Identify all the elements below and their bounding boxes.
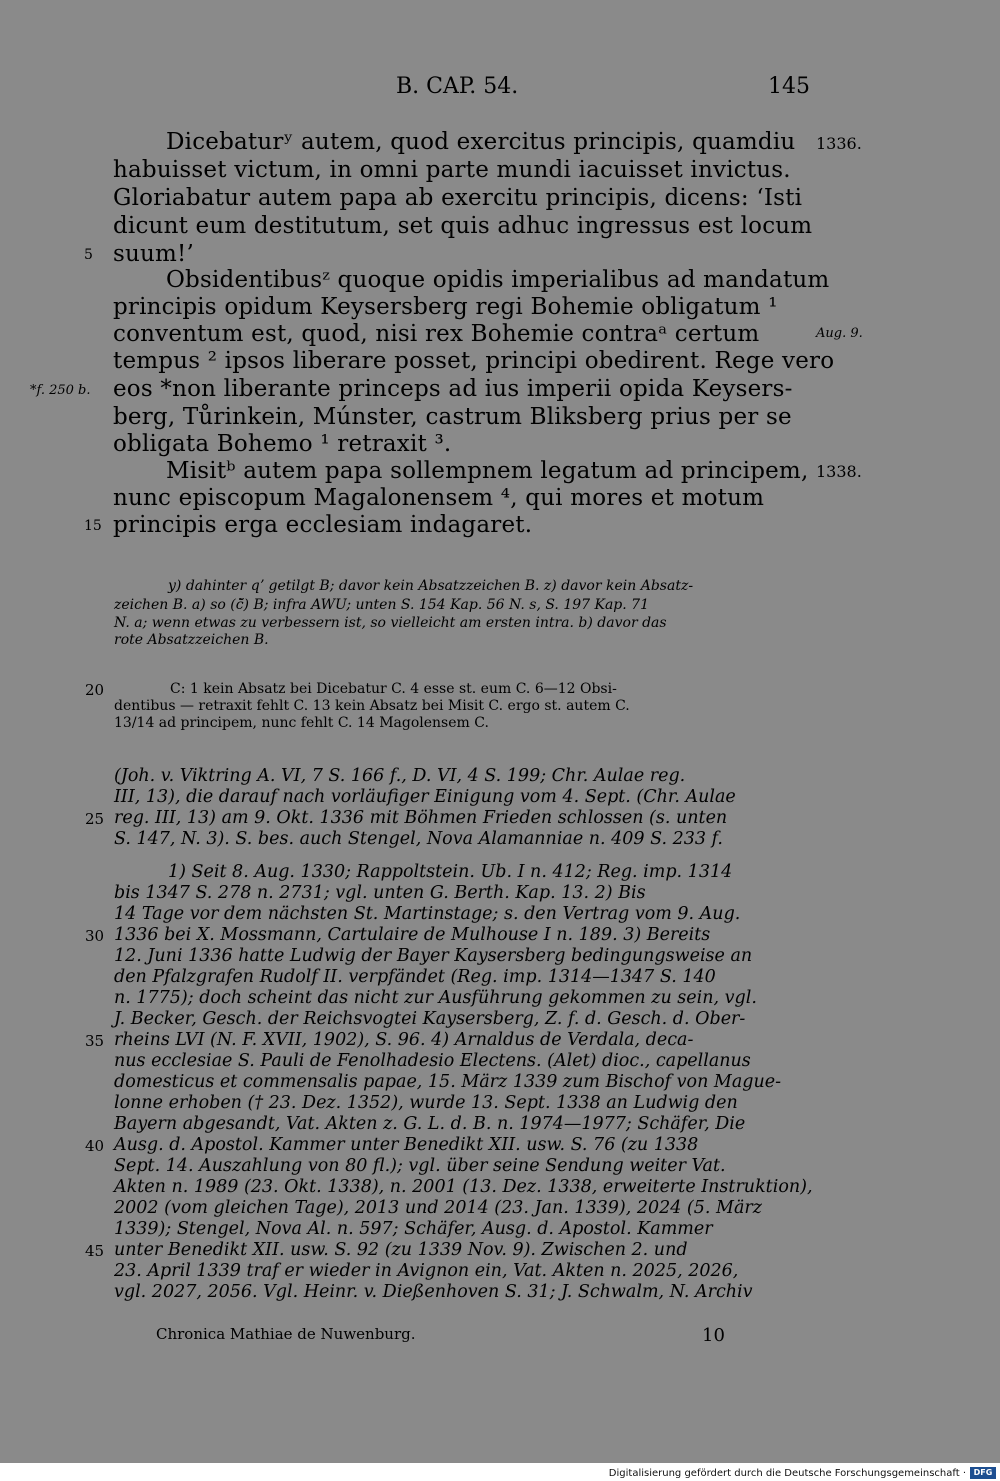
commentary-line: J. Becker, Gesch. der Reichsvogtei Kaysersberg, Z. f. d. Gesch. d. Ober-: [114, 1009, 746, 1029]
commentary-line: vgl. 2027, 2056. Vgl. Heinr. v. Dießenhoven S. 31; J. Schwalm, N. Archiv: [114, 1282, 753, 1302]
commentary-line: 14 Tage vor dem nächsten St. Martinstage; s. den Vertrag vom 9. Aug.: [114, 904, 741, 924]
text-line: Gloriabatur autem papa ab exercitu principis, dicens: ‘Isti: [113, 185, 803, 211]
commentary-line: 1336 bei X. Mossmann, Cartulaire de Mulhouse I n. 189. 3) Bereits: [114, 925, 711, 945]
line-number: 25: [85, 810, 105, 828]
commentary-line: 12. Juni 1336 hatte Ludwig der Bayer Kaysersberg bedingungsweise an: [114, 946, 753, 966]
dfg-credit-bar: [0, 1463, 1000, 1481]
text-line: nunc episcopum Magalonensem ⁴, qui mores et motum: [113, 485, 765, 511]
commentary-line: 1) Seit 8. Aug. 1330; Rappoltstein. Ub. I n. 412; Reg. imp. 1314: [168, 862, 733, 882]
commentary-line: n. 1775); doch scheint das nicht zur Ausführung gekommen zu sein, vgl.: [114, 988, 757, 1008]
line-number: 15: [84, 518, 102, 534]
commentary-line: reg. III, 13) am 9. Okt. 1336 mit Böhmen Frieden schlossen (s. unten: [114, 808, 728, 828]
year-marker: 1336.: [816, 134, 862, 153]
footnote-line: y) dahinter qʼ getilgt B; davor kein Absatzzeichen B. z) davor kein Absatz-: [168, 578, 694, 594]
commentary-line: Ausg. d. Apostol. Kammer unter Benedikt XII. usw. S. 76 (zu 1338: [114, 1135, 699, 1155]
text-line: obligata Bohemo ¹ retraxit ³.: [113, 431, 452, 457]
commentary-line: III, 13), die darauf nach vorläufiger Einigung vom 4. Sept. (Chr. Aulae: [114, 787, 736, 807]
page-number: 145: [768, 74, 810, 99]
footnote-line: 13/14 ad principem, nunc fehlt C. 14 Magolensem C.: [114, 715, 489, 731]
commentary-line: S. 147, N. 3). S. bes. auch Stengel, Nova Alamanniae n. 409 S. 233 f.: [114, 829, 723, 849]
text-line: Dicebaturʸ autem, quod exercitus principis, quamdiu: [166, 129, 796, 155]
footnote-line: zeichen B. a) so (c̃̆) B; infra AWU; unten S. 154 Kap. 56 N. s, S. 197 Kap. 71: [114, 597, 649, 613]
commentary-line: Bayern abgesandt, Vat. Akten z. G. L. d. B. n. 1974—1977; Schäfer, Die: [114, 1114, 746, 1134]
commentary-line: 2002 (vom gleichen Tage), 2013 und 2014 (23. Jan. 1339), 2024 (5. März: [114, 1198, 762, 1218]
date-marker: Aug. 9.: [816, 326, 863, 341]
text-line: principis opidum Keysersberg regi Bohemie obligatum ¹: [113, 294, 778, 320]
line-number: 5: [84, 247, 93, 263]
text-line: dicunt eum destitutum, set quis adhuc ingressus est locum: [113, 213, 813, 239]
commentary-line: rheins LVI (N. F. XVII, 1902), S. 96. 4) Arnaldus de Verdala, deca-: [114, 1030, 694, 1050]
commentary-line: (Joh. v. Viktring A. VI, 7 S. 166 f., D. VI, 4 S. 199; Chr. Aulae reg.: [114, 766, 686, 786]
commentary-line: unter Benedikt XII. usw. S. 92 (zu 1339 Nov. 9). Zwischen 2. und: [114, 1240, 688, 1260]
commentary-line: 1339); Stengel, Nova Al. n. 597; Schäfer, Ausg. d. Apostol. Kammer: [114, 1219, 713, 1239]
footnote-line: N. a; wenn etwas zu verbessern ist, so vielleicht am ersten intra. b) davor das: [114, 615, 667, 631]
dfg-credit-text: Digitalisierung gefördert durch die Deutsche Forschungsgemeinschaft ·: [608, 1468, 966, 1479]
text-line: tempus ² ipsos liberare posset, principi obedirent. Rege vero: [113, 348, 835, 374]
line-number: 40: [85, 1137, 105, 1155]
footer-title: Chronica Mathiae de Nuwenburg.: [156, 1325, 416, 1343]
text-line: berg, Tůrinkein, Múnster, castrum Bliksberg prius per se: [113, 404, 792, 430]
text-line: principis erga ecclesiam indagaret.: [113, 512, 533, 538]
commentary-line: Sept. 14. Auszahlung von 80 fl.); vgl. über seine Sendung weiter Vat.: [114, 1156, 726, 1176]
commentary-line: domesticus et commensalis papae, 15. März 1339 zum Bischof von Mague-: [114, 1072, 781, 1092]
text-line: Misitᵇ autem papa sollempnem legatum ad principem,: [166, 458, 809, 484]
running-title: B. CAP. 54.: [396, 74, 519, 99]
text-line: habuisset victum, in omni parte mundi iacuisset invictus.: [113, 157, 791, 183]
commentary-line: Akten n. 1989 (23. Okt. 1338), n. 2001 (13. Dez. 1338, erweiterte Instruktion),: [114, 1177, 813, 1197]
commentary-line: 23. April 1339 traf er wieder in Avignon ein, Vat. Akten n. 2025, 2026,: [114, 1261, 739, 1281]
line-number: 20: [85, 681, 105, 699]
folio-marker: *f. 250 b.: [30, 383, 91, 398]
commentary-line: bis 1347 S. 278 n. 2731; vgl. unten G. Berth. Kap. 13. 2) Bis: [114, 883, 646, 903]
text-line: eos *non liberante princeps ad ius imperii opida Keysers-: [113, 376, 793, 402]
line-number: 35: [85, 1032, 105, 1050]
line-number: 30: [85, 927, 105, 945]
commentary-line: den Pfalzgrafen Rudolf II. verpfändet (Reg. imp. 1314—1347 S. 140: [114, 967, 716, 987]
text-line: conventum est, quod, nisi rex Bohemie contraᵃ certum: [113, 321, 760, 347]
footnote-line: rote Absatzzeichen B.: [114, 632, 269, 648]
commentary-line: nus ecclesiae S. Pauli de Fenolhadesio Electens. (Alet) dioc., capellanus: [114, 1051, 751, 1071]
year-marker: 1338.: [816, 462, 862, 481]
line-number: 45: [85, 1242, 105, 1260]
dfg-logo-icon: DFG: [970, 1467, 996, 1479]
signature-mark: 10: [702, 1325, 725, 1346]
text-line: suum!’: [113, 241, 194, 267]
footnote-line: C: 1 kein Absatz bei Dicebatur C. 4 esse st. eum C. 6—12 Obsi-: [170, 681, 617, 697]
text-line: Obsidentibusᶻ quoque opidis imperialibus ad mandatum: [166, 267, 830, 293]
commentary-line: lonne erhoben († 23. Dez. 1352), wurde 13. Sept. 1338 an Ludwig den: [114, 1093, 738, 1113]
footnote-line: dentibus — retraxit fehlt C. 13 kein Absatz bei Misit C. ergo st. autem C.: [114, 698, 630, 714]
